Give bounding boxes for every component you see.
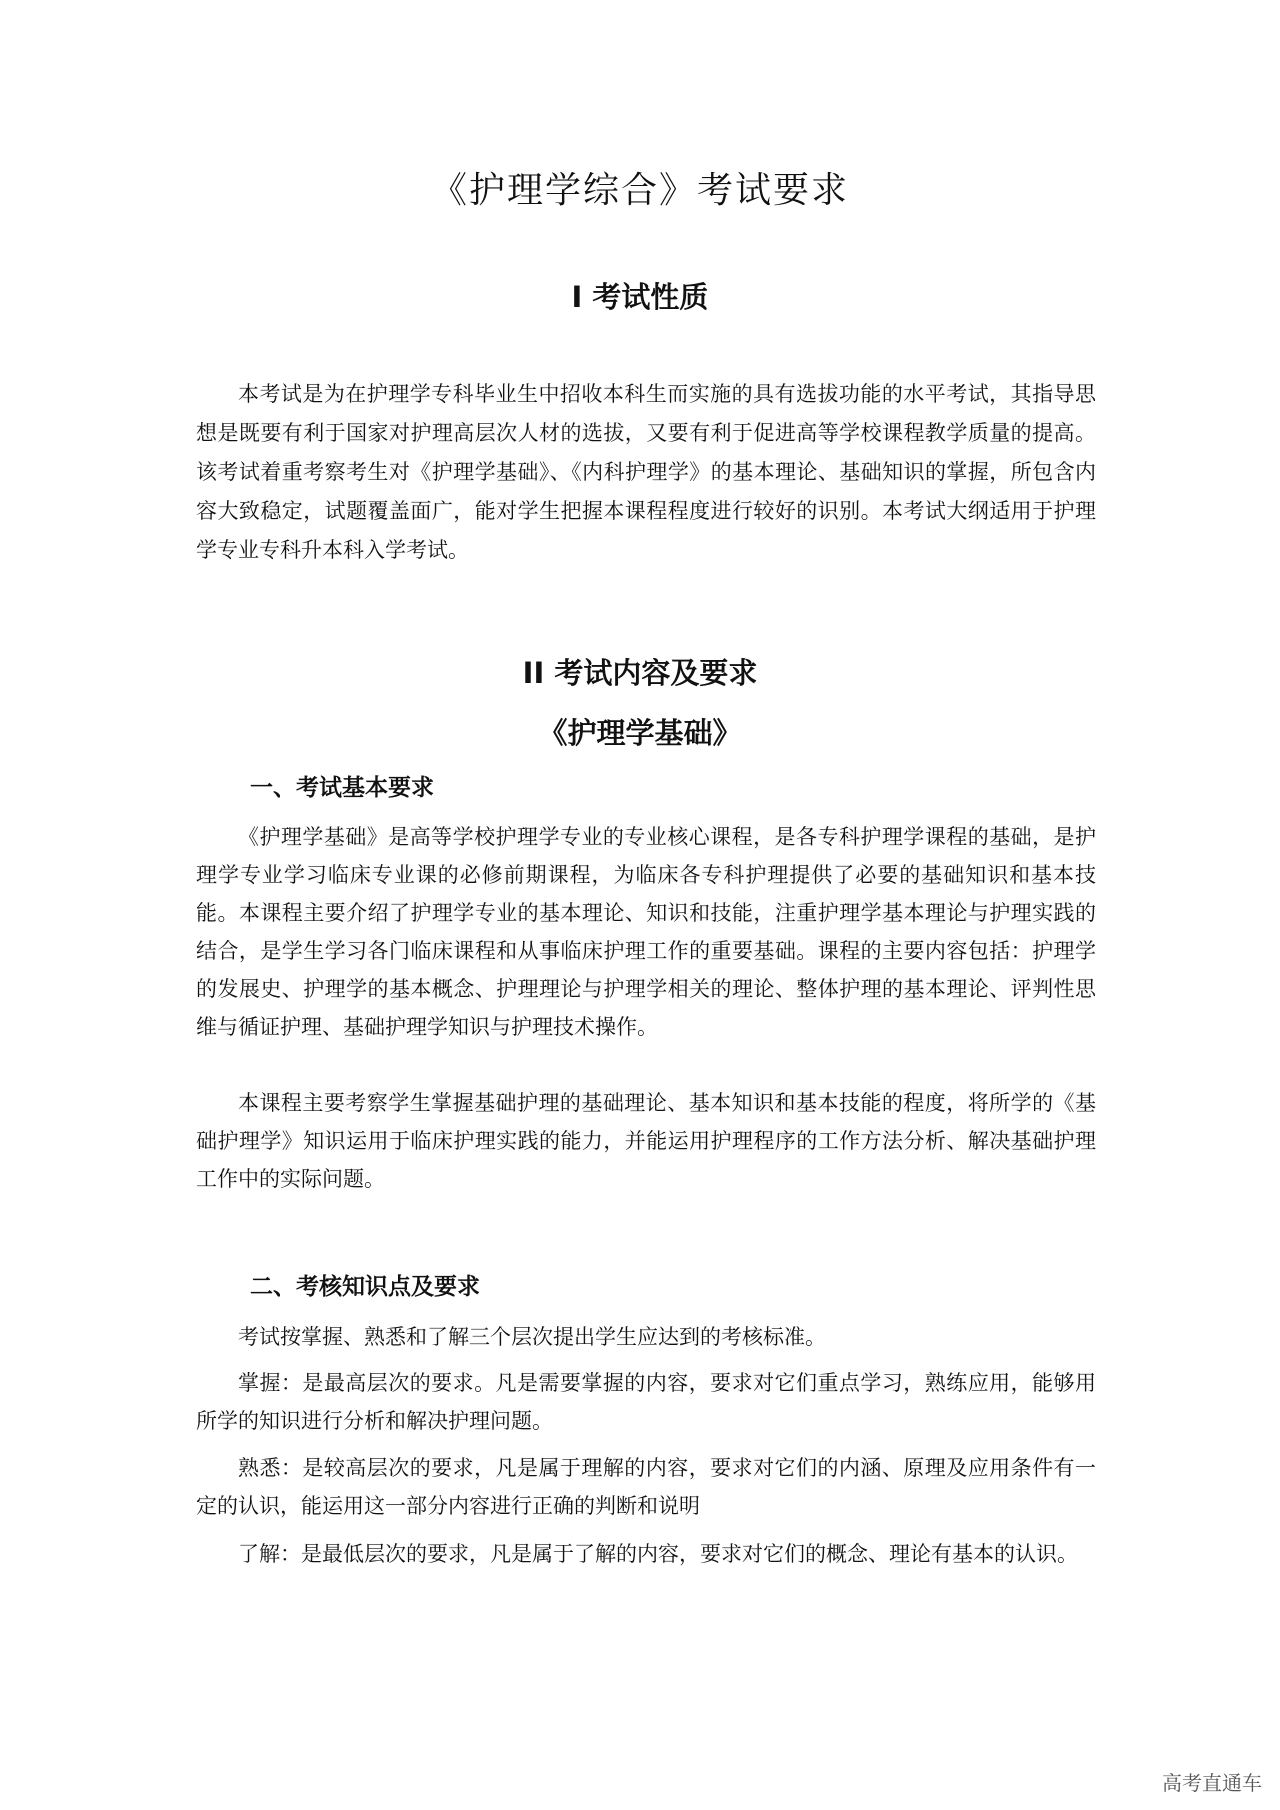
subject-heading-nursing-fundamentals: 《护理学基础》: [538, 716, 742, 750]
assessment-paragraph-levels: 考试按掌握、熟悉和了解三个层次提出学生应达到的考核标准。: [238, 1325, 826, 1349]
basic-requirements-paragraph-2: 本课程主要考察学生掌握基础护理的基础理论、基本知识和基本技能的程度，将所学的《基础护理学》知识运用于临床护理实践的能力，并能运用护理程序的工作方法分析、解决基础护理工作中的实际问题。: [196, 1091, 1096, 1191]
basic-requirements-paragraph-1: 《护理学基础》是高等学校护理学专业的专业核心课程，是各专科护理学课程的基础，是护理学专业学习临床专业课的必修前期课程，为临床各专科护理提供了必要的基础知识和基本技能。本课程主要介绍了护理学专业的基本理论、知识和技能，注重护理学基本理论与护理实践的结合，是学生学习各门临床课程和从事临床护理工作的重要基础。课程的主要内容包括：护理学的发展史、护理学的基本概念、护理理论与护理学相关的理论、整体护理的基本理论、评判性思维与循证护理、基础护理学知识与护理技术操作。: [196, 825, 1096, 1039]
assessment-paragraph-familiar: 熟悉：是较高层次的要求，凡是属于理解的内容，要求对它们的内涵、原理及应用条件有一定的认识，能运用这一部分内容进行正确的判断和说明: [196, 1456, 1096, 1518]
assessment-paragraph-understand: 了解：是最低层次的要求，凡是属于了解的内容，要求对它们的概念、理论有基本的认识。: [238, 1542, 1078, 1566]
subsection-heading-basic-requirements: 一、考试基本要求: [250, 775, 434, 801]
document-title: 《护理学综合》考试要求: [430, 170, 849, 211]
section-heading-exam-nature: I 考试性质: [571, 280, 709, 314]
section-heading-exam-content: II 考试内容及要求: [522, 656, 758, 690]
assessment-paragraph-master: 掌握：是最高层次的要求。凡是需要掌握的内容，要求对它们重点学习，熟练应用，能够用所学的知识进行分析和解决护理问题。: [196, 1371, 1096, 1433]
exam-nature-paragraph: 本考试是为在护理学专科毕业生中招收本科生而实施的具有选拔功能的水平考试，其指导思想是既要有利于国家对护理高层次人材的选拔，又要有利于促进高等学校课程教学质量的提高。该考试着重考察考生对《护理学基础》、《内科护理学》的基本理论、基础知识的掌握，所包含内容大致稳定，试题覆盖面广，能对学生把握本课程程度进行较好的识别。本考试大纲适用于护理学专业专科升本科入学考试。: [196, 382, 1096, 562]
subsection-heading-assessment-points: 二、考核知识点及要求: [250, 1274, 480, 1300]
watermark-text: 高考直通车: [1162, 1771, 1262, 1795]
